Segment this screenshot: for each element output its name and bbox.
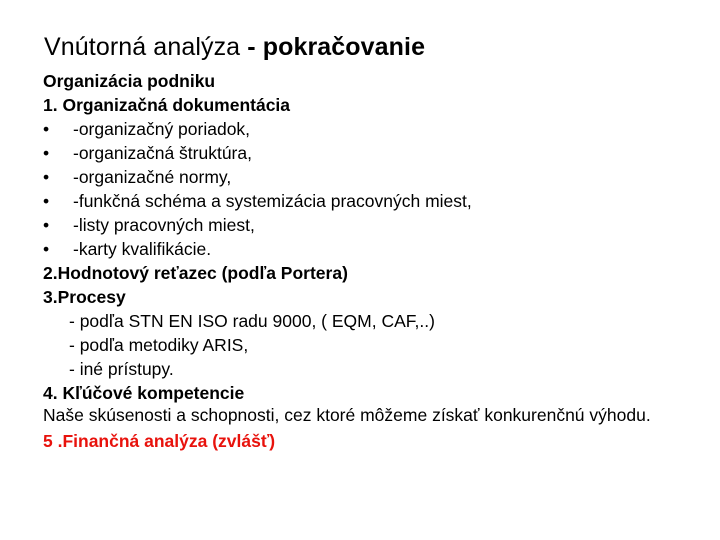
competence-text: Naše skúsenosti a schopnosti, cez ktoré môžeme získať konkurenčnú výhodu. (43, 405, 651, 425)
slide-title (44, 30, 425, 64)
section-2-heading: 2.Hodnotový reťazec (podľa Portera) (43, 263, 348, 283)
section-4-heading: 4. Kľúčové kompetencie (43, 383, 245, 403)
title-normal: Vnútorná analýza (44, 33, 248, 61)
org-heading: Organizácia podniku (43, 71, 216, 91)
process-item: - podľa STN EN ISO radu 9000, ( EQM, CAF,..) (69, 311, 435, 331)
bullet-text: -organizačné normy, (73, 167, 232, 187)
section-1-heading: 1. Organizačná dokumentácia (43, 95, 291, 115)
slide-body (43, 69, 693, 453)
bullet-item (43, 165, 693, 189)
bullet-item (43, 141, 693, 165)
bullet-mark: • (43, 191, 50, 211)
bullet-text: -organizačná štruktúra, (73, 143, 252, 163)
bullet-text: -organizačný poriadok, (73, 119, 251, 139)
bullet-mark: • (43, 167, 50, 187)
bullet-mark: • (43, 143, 50, 163)
process-item: - iné prístupy. (69, 359, 174, 379)
bullet-item (43, 213, 693, 237)
bullet-item (43, 117, 693, 141)
bullet-mark: • (43, 119, 50, 139)
bullet-item (43, 189, 693, 213)
process-item: - podľa metodiky ARIS, (69, 335, 249, 355)
bullet-text: -listy pracovných miest, (73, 215, 255, 235)
bullet-mark: • (43, 215, 50, 235)
bullet-text: -karty kvalifikácie. (73, 239, 212, 259)
section-5-heading: 5 .Finančná analýza (zvlášť) (43, 431, 276, 451)
bullet-item (43, 237, 693, 261)
bullet-text: -funkčná schéma a systemizácia pracovných miest, (73, 191, 472, 211)
bullet-mark: • (43, 239, 50, 259)
title-bold: - pokračovanie (247, 33, 426, 61)
section-3-heading: 3.Procesy (43, 287, 126, 307)
